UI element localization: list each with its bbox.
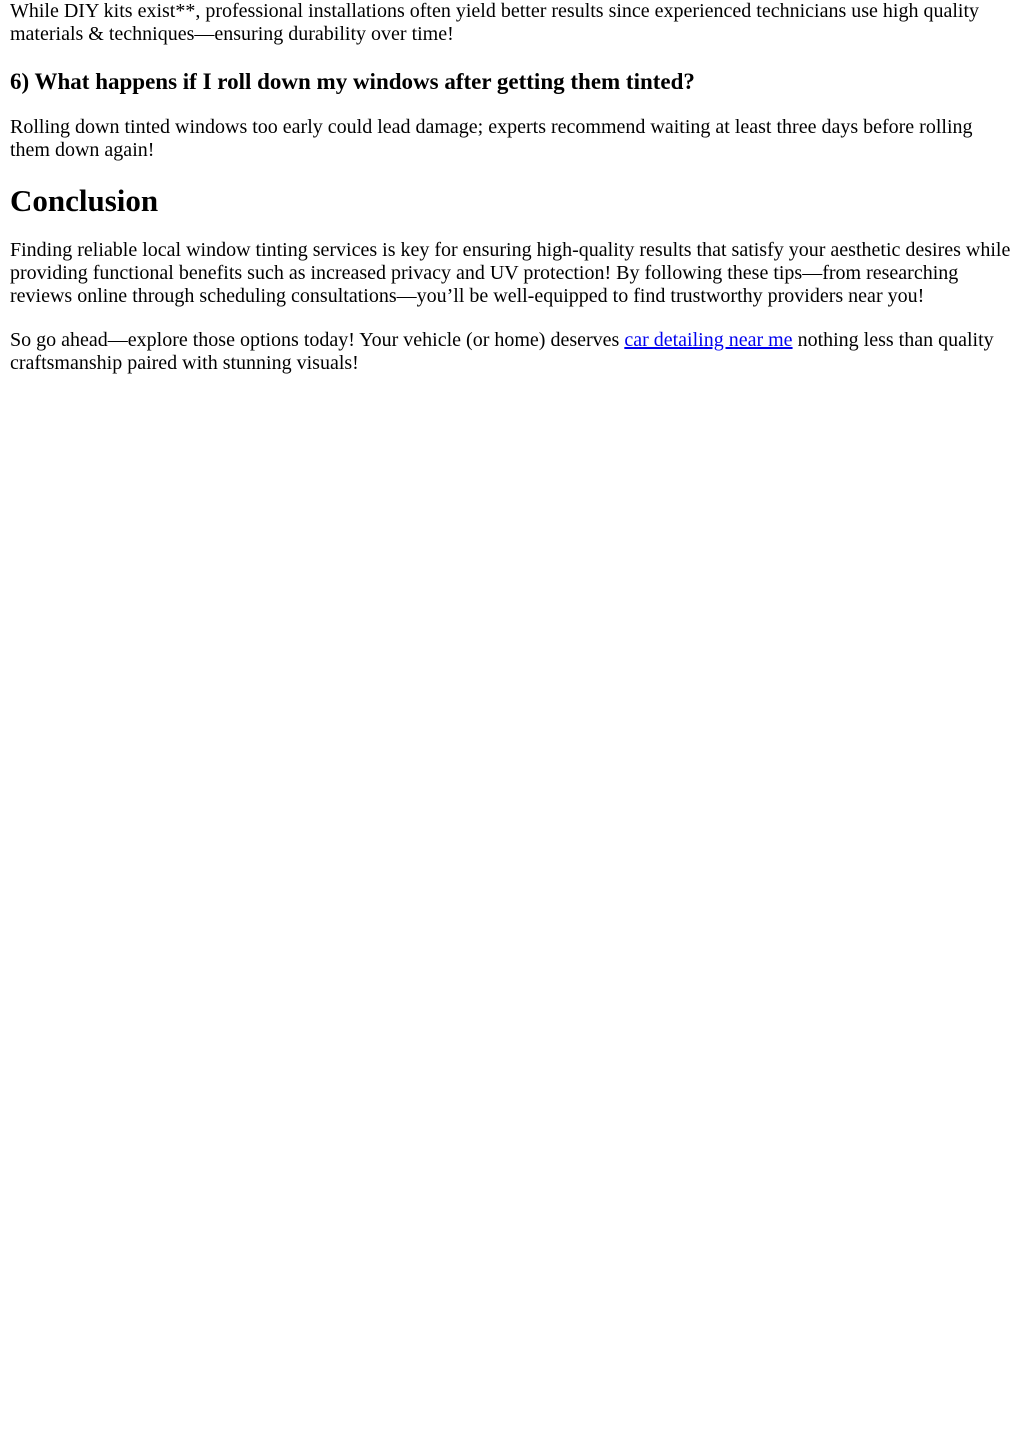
conclusion-paragraph-2-text-before: So go ahead—explore those options today! Your vehicle (or home) deserves — [10, 329, 625, 351]
article-body — [0, 0, 1024, 375]
conclusion-paragraph-1: Finding reliable local window tinting services is key for ensuring high-quality results that satisfy your aesthetic desires while providing functional benefits such as increased privacy and UV protection! By following these tips—from researching reviews online through scheduling consultations—you’ll be well-equipped to find trustworthy providers near you! — [10, 239, 1011, 307]
conclusion-paragraph-2 — [10, 329, 1014, 375]
conclusion-heading: Conclusion — [10, 183, 159, 218]
conclusion-paragraph-2-text-after: nothing less than quality craftsmanship paired with stunning visuals! — [10, 329, 994, 374]
faq-6-heading: 6) What happens if I roll down my windows after getting them tinted? — [10, 69, 695, 94]
car-detailing-link[interactable]: car detailing near me — [624, 329, 793, 351]
intro-paragraph: While DIY kits exist**, professional installations often yield better results since experienced technicians use high quality materials & techniques—ensuring durability over time! — [10, 0, 980, 45]
faq-6-answer: Rolling down tinted windows too early could lead damage; experts recommend waiting at least three days before rolling them down again! — [10, 116, 973, 161]
